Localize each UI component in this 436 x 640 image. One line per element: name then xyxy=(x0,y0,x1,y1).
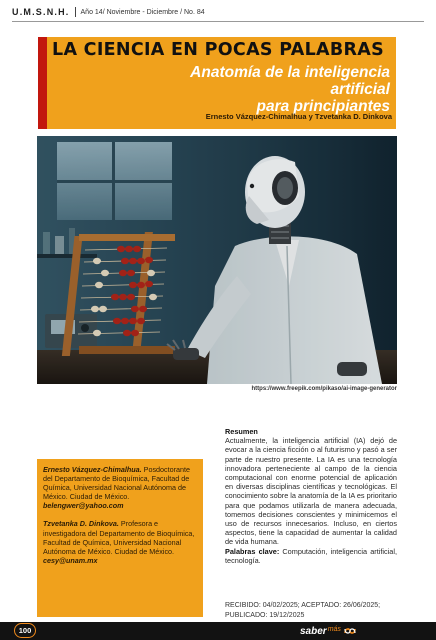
article-authors: Ernesto Vázquez-Chimalhua y Tzvetanka D. Dinkova xyxy=(205,112,392,121)
author1-bio: Posdoctorante del Departamento de Bioquímica, Facultad de Química, Universidad Nacional Autónoma de México. Ciudad de México. xyxy=(43,465,191,502)
keywords-text: Computación, inteligencia artificial, tecnología. xyxy=(225,546,397,565)
abstract-heading: Resumen xyxy=(225,427,258,436)
brand-main: saber xyxy=(300,625,327,637)
author2-bio: Profesora e investigadora del Departamento de Bioquímica, Facultad de Química, Universidad Nacional Autónoma de México. Ciudad de México. xyxy=(43,519,195,556)
author2-name: Tzvetanka D. Dinkova. xyxy=(43,519,119,529)
brand-loop-icon xyxy=(343,625,357,637)
running-header xyxy=(12,4,424,20)
keywords-label: Palabras clave: xyxy=(225,546,280,556)
article-title-line2: para principiantes xyxy=(256,98,390,115)
page-number: 100 xyxy=(14,623,36,638)
cover-image xyxy=(37,136,397,384)
title-accent-bar xyxy=(38,37,47,129)
author1-name: Ernesto Vázquez-Chimalhua. xyxy=(43,465,142,474)
issue-info: Año 14/ Noviembre - Diciembre / No. 84 xyxy=(80,8,205,16)
keywords-line xyxy=(225,547,397,565)
publication-dates xyxy=(225,601,397,620)
dates-line2: PUBLICADO: 19/12/2025 xyxy=(225,611,305,619)
section-title: LA CIENCIA EN POCAS PALABRAS xyxy=(52,40,385,60)
image-credit: https://www.freepik.com/pikaso/ai-image-generator xyxy=(251,386,397,392)
author-info-box xyxy=(37,459,203,617)
author1-email[interactable]: belengwer@yahoo.com xyxy=(43,501,124,511)
brand-logo xyxy=(300,624,410,638)
abstract-text: Actualmente, la inteligencia artificial (IA) dejó de evocar a la ciencia ficción o al futurismo y pasó a ser parte de nuestro presente. La IA es una tecnología innovadora perteneciente al campo de la ciencia computacional con enorme potencial de aplicación en diversas disciplinas científicas y tecnológicas. El conocimiento sobre la anatomía de la IA es prioritario para que podamos utilizarla de manera adecuada, tomemos decisiones conscientes y minimicemos el uso de recursos innecesarios. Incluso, en ciertos aspectos, tiene la capacidad de aumentar la calidad de vida humana. xyxy=(225,436,397,547)
robot-abacus-illustration xyxy=(37,136,397,384)
article-title xyxy=(130,64,390,115)
journal-name: U.M.S.N.H. xyxy=(12,7,70,17)
author1-entry xyxy=(43,465,198,510)
author2-email[interactable]: cesy@unam.mx xyxy=(43,555,98,565)
abstract-section xyxy=(225,427,397,565)
author2-entry xyxy=(43,519,198,564)
brand-accent: más xyxy=(327,625,341,633)
article-title-line1: Anatomía de la inteligencia artificial xyxy=(190,64,390,98)
header-separator xyxy=(75,7,76,17)
dates-line1: RECIBIDO: 04/02/2025; ACEPTADO: 26/06/2025; xyxy=(225,602,381,609)
header-rule xyxy=(12,21,424,22)
